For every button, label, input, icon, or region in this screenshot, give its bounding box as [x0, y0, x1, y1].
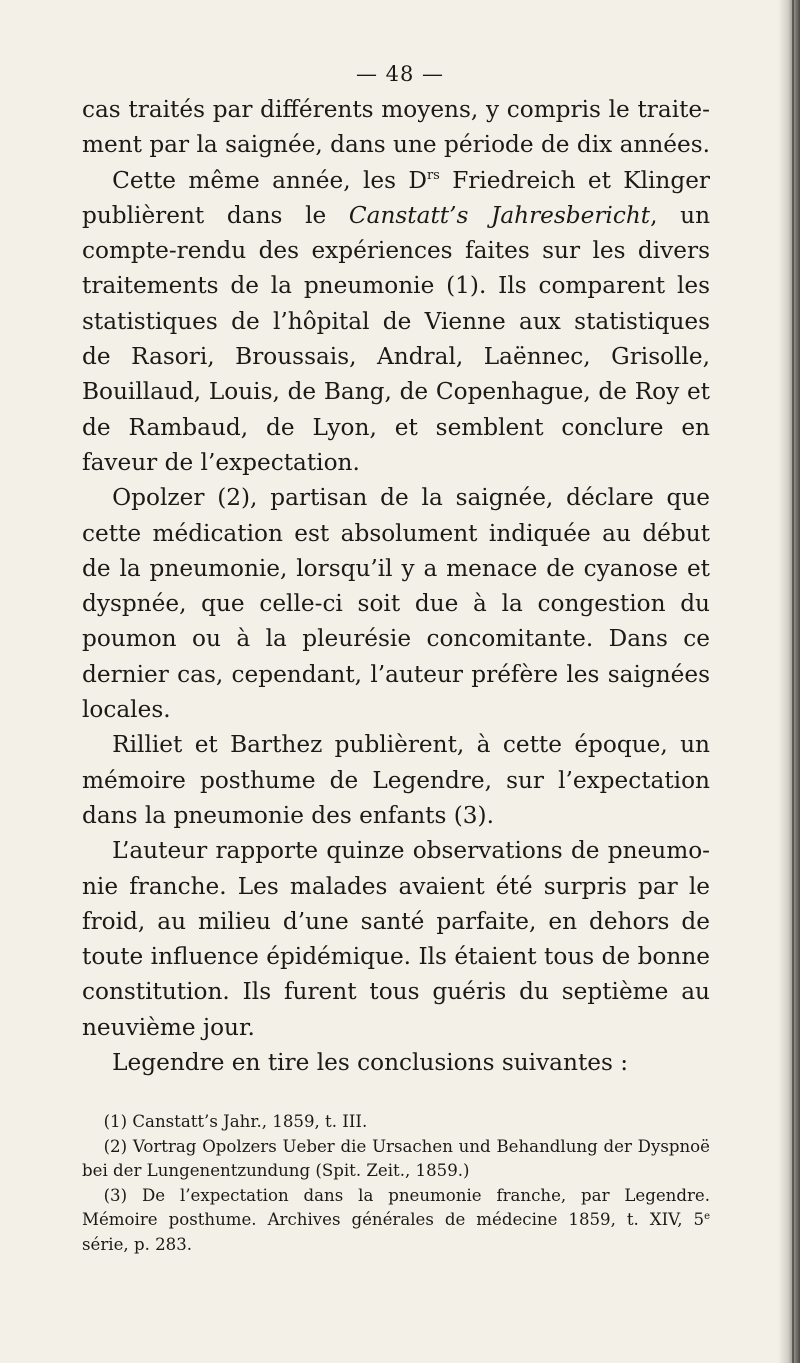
text-run: (2) Vortrag Opolzers Ueber die Ursachen und Behandlung der Dyspnoë bei der Lungenentzundung (Spit. Zeit., 1859.) [82, 1136, 710, 1180]
text-run: série, p. 283. [82, 1234, 193, 1254]
text-run: Opolzer (2), partisan de la saignée, déclare que cette médication est absolument indiquée au début de la pneumonie, lorsqu’il y a menace de cyanose et dyspnée, que celle-ci soit due à la congestion du poumon ou à la pleurésie concomitante. Dans ce dernier cas, cependant, l’auteur préfère les saignées locales. [82, 484, 710, 724]
footnote [82, 1110, 710, 1135]
page-edge-shadow [778, 0, 800, 1363]
italic-title-text: Canstatt’s Jahresbericht [348, 201, 651, 229]
text-run: Legendre en tire les conclusions suivantes : [112, 1049, 629, 1077]
page-edge-line [792, 0, 794, 1363]
body-text [82, 92, 710, 1080]
page-number: — 48 — [355, 62, 445, 86]
paragraph [82, 92, 710, 163]
paragraph [82, 480, 710, 727]
footnote [82, 1135, 710, 1184]
text-run: Rilliet et Barthez publièrent, à cette époque, un mémoire posthume de Legendre, sur l’expectation dans la pneumonie des enfants (3). [82, 731, 710, 829]
text-run: Cette même année, les D [112, 166, 427, 194]
text-run: (1) Canstatt’s Jahr., 1859, t. III. [103, 1112, 368, 1131]
paragraph [82, 163, 710, 481]
paragraph [82, 1045, 710, 1080]
superscript-text: rs [426, 167, 440, 183]
text-run: Friedreich et Klinger publièrent dans le [82, 166, 710, 229]
paragraph [82, 727, 710, 833]
footnotes [82, 1110, 710, 1257]
paragraph [82, 833, 710, 1045]
text-run: cas traités par différents moyens, y compris le traitement par la saignée, dans une période de dix années. [82, 96, 711, 159]
superscript-text: e [704, 1211, 710, 1222]
text-run: , un compte-rendu des expériences faites sur les divers traitements de la pneumonie (1). Ils comparent les statistiques de l’hôpital de Vienne aux statistiques de Rasori, Broussais, Andral, Laënnec, Grisolle, Bouillaud, Louis, de Bang, de Copenhague, de Roy et de Rambaud, de Lyon, et semblent conclure en faveur de l’expectation. [82, 201, 711, 476]
text-run: L’auteur rapporte quinze observations de pneumonie franche. Les malades avaient été surpris par le froid, au milieu d’une santé parfaite, en dehors de toute influence épidémique. Ils étaient tous de bonne constitution. Ils furent tous guéris du septième au neuvième jour. [82, 837, 710, 1041]
footnote [82, 1184, 710, 1258]
text-run: (3) De l’expectation dans la pneumonie franche, par Legendre. Mémoire posthume. Archives générales de médecine 1859, t. XIV, 5 [82, 1185, 710, 1229]
